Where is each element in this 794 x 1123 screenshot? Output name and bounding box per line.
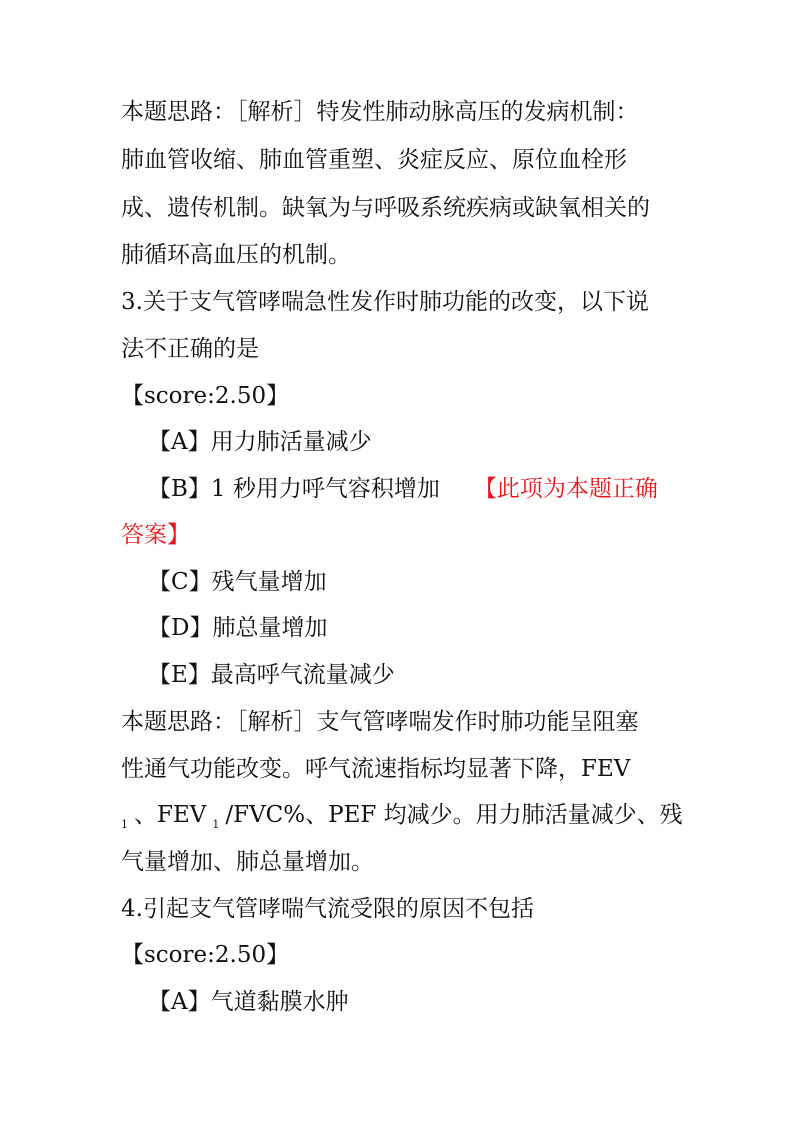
q3-stem-line-1: 3.关于支气管哮喘急性发作时肺功能的改变，以下说 [121, 289, 649, 315]
q3-option-c: 【C】残气量增加 [148, 569, 327, 595]
q3-option-a: 【A】用力肺活量减少 [148, 429, 372, 455]
q3-score: 【score:2.50】 [121, 383, 290, 409]
q3-analysis-line-4: 气量增加、肺总量增加。 [121, 849, 374, 875]
q3-analysis-line-2: 性通气功能改变。呼气流速指标均显著下降，FEV [121, 756, 631, 782]
fev-subscript-2: 1 [212, 818, 220, 831]
q3-analysis-line-3 [121, 800, 681, 834]
q4-stem-line-1: 4.引起支气管哮喘气流受限的原因不包括 [121, 896, 534, 922]
fev-text: 、FEV [134, 802, 207, 828]
fev-subscript-1: 1 [121, 818, 128, 831]
q3-option-b: 【B】1 秒用力呼气容积增加 [148, 476, 440, 502]
q4-score: 【score:2.50】 [121, 942, 290, 968]
q3-option-b-row [148, 474, 708, 504]
correct-answer-mark: 【此项为本题正确 [473, 476, 658, 502]
q4-option-a: 【A】气道黏膜水肿 [148, 989, 349, 1015]
fev-ratio-text: /FVC%、PEF 均减少。用力肺活量减少、残 [225, 802, 683, 828]
q3-option-e: 【E】最高呼气流量减少 [148, 662, 395, 688]
q2-analysis-line-3: 成、遗传机制。缺氧为与呼吸系统疾病或缺氧相关的 [121, 195, 650, 221]
q2-analysis-line-4: 肺循环高血压的机制。 [121, 242, 351, 268]
q3-analysis-line-1: 本题思路：［解析］支气管哮喘发作时肺功能呈阻塞 [121, 709, 639, 735]
q3-stem-line-2: 法不正确的是 [121, 336, 259, 362]
q2-analysis-line-1: 本题思路：［解析］特发性肺动脉高压的发病机制： [121, 99, 639, 125]
q2-analysis-line-2: 肺血管收缩、肺血管重塑、炎症反应、原位血栓形 [121, 147, 627, 173]
correct-answer-mark-continued: 答案】 [121, 522, 190, 548]
q3-option-d: 【D】肺总量增加 [148, 615, 328, 641]
